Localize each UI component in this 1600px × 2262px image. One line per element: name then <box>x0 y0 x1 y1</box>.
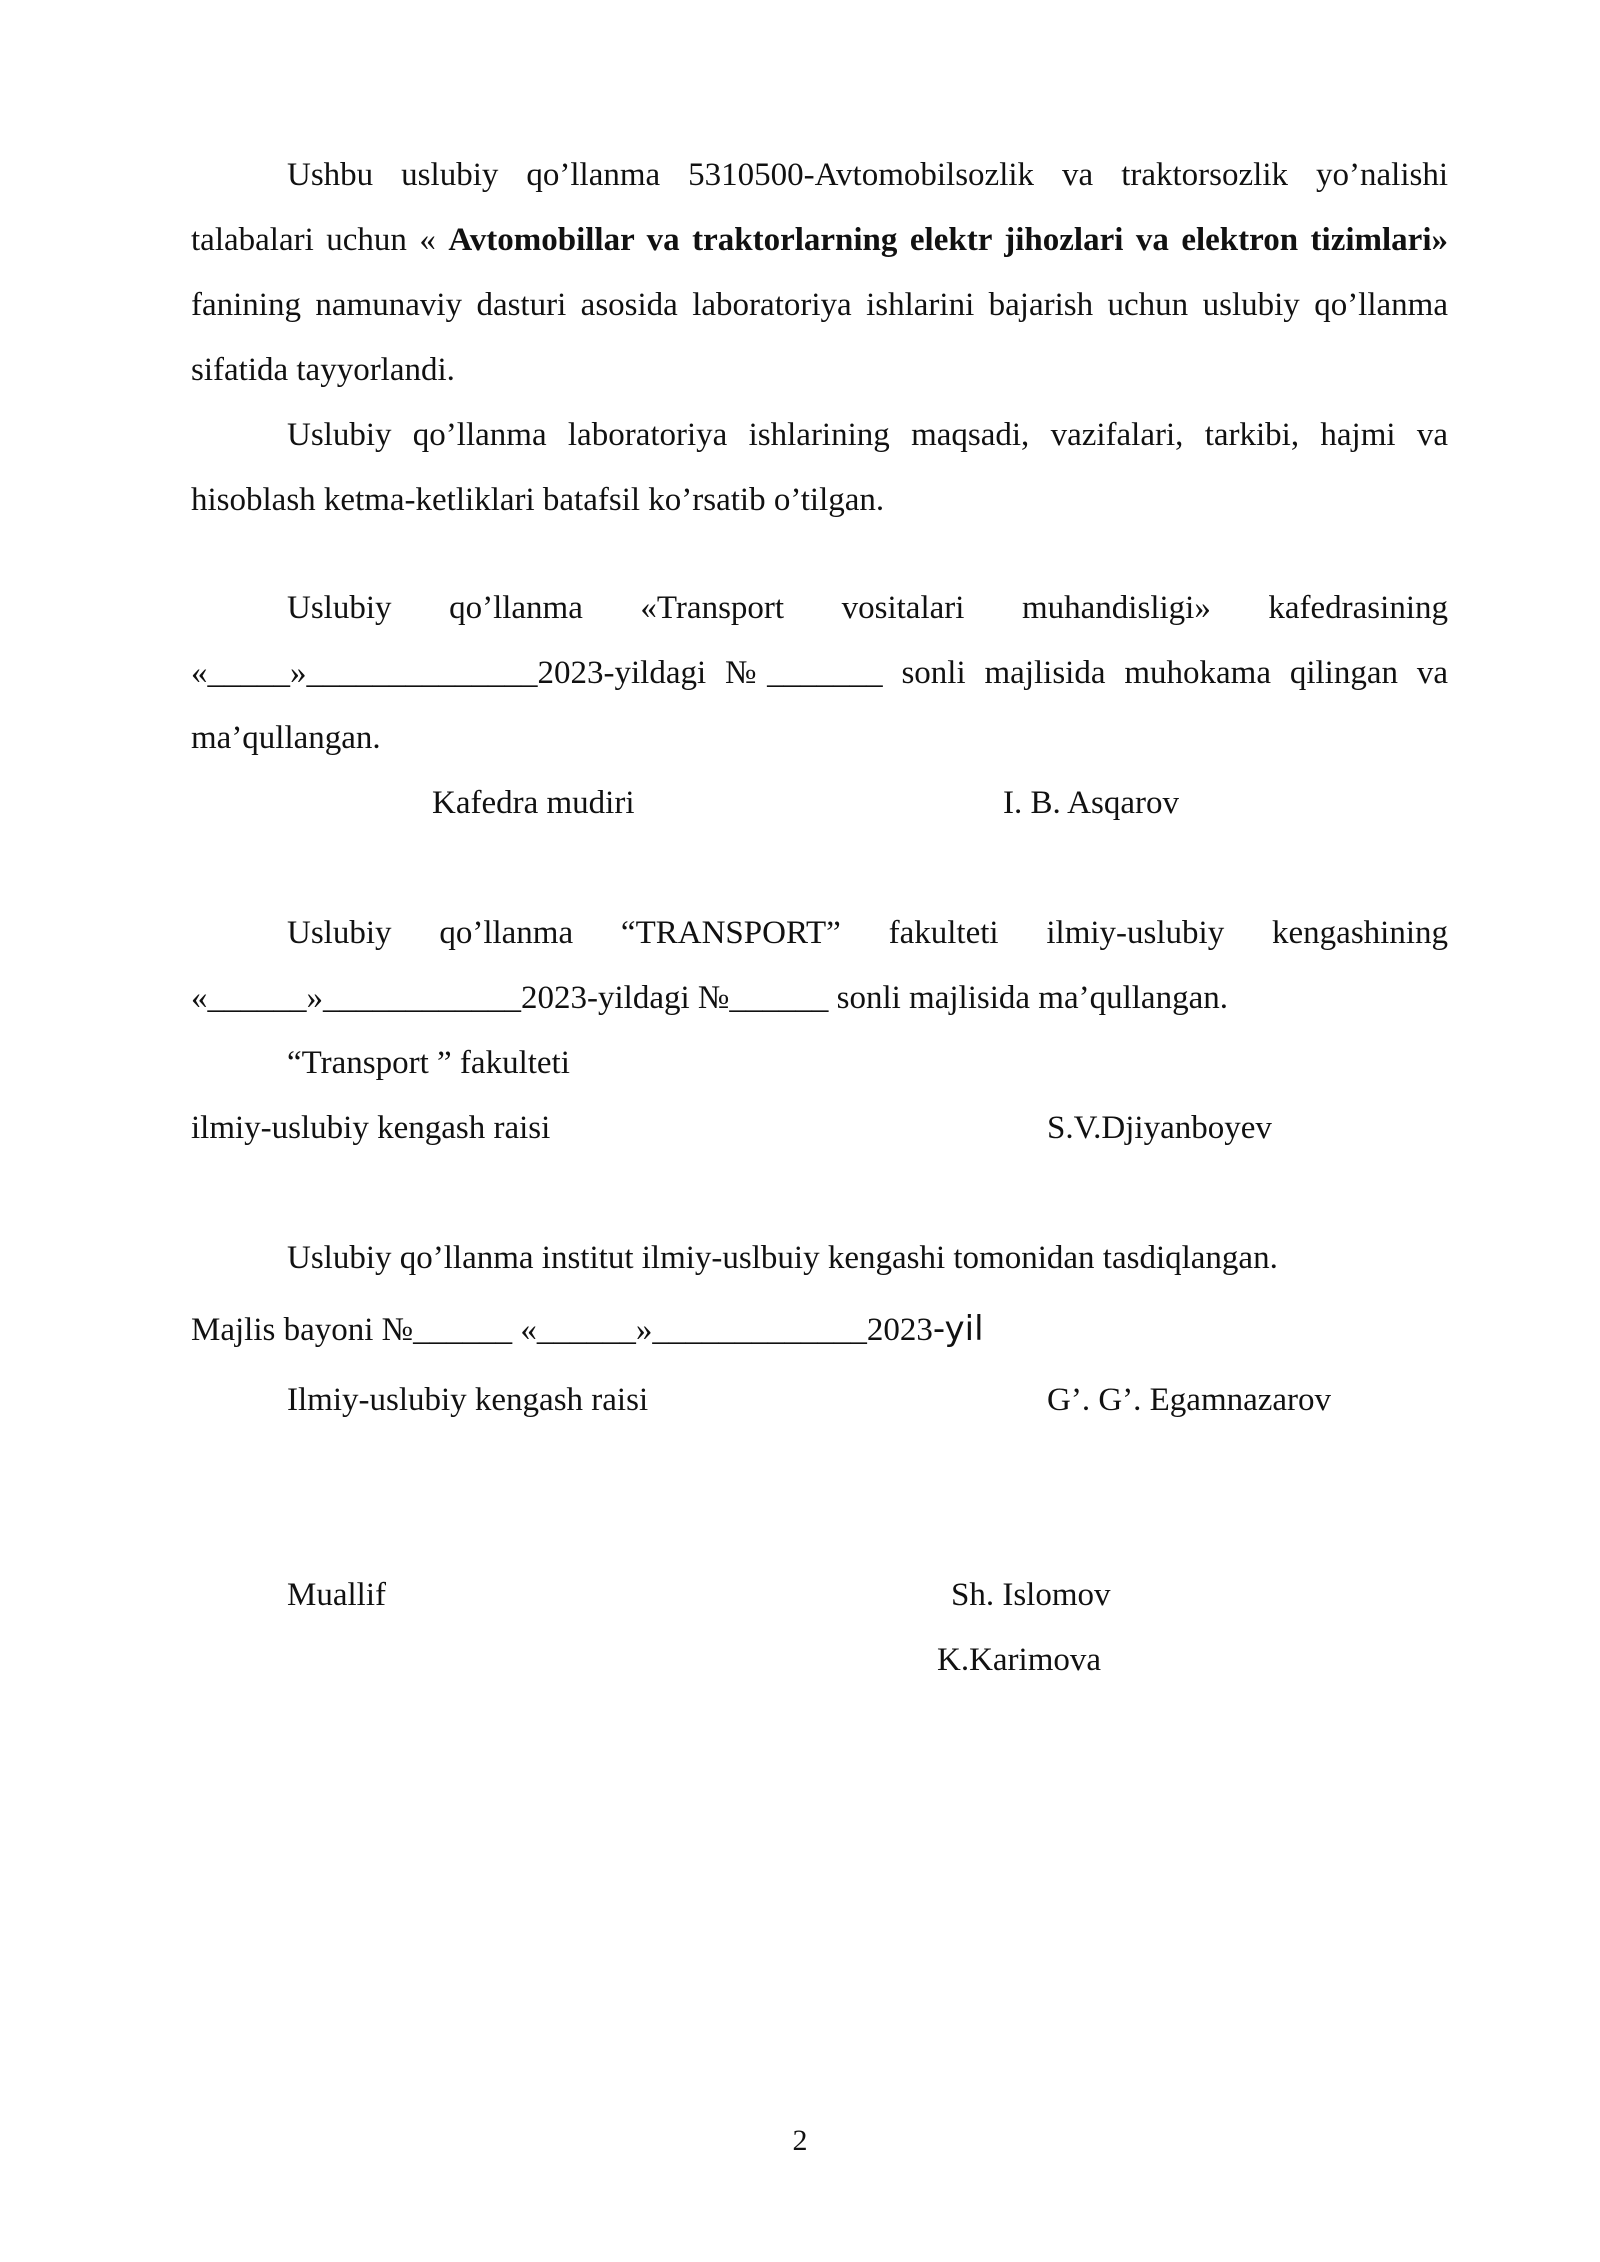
faculty-role-line-1: “Transport ” fakulteti <box>287 1045 570 1081</box>
institute-approval-text: Uslubiy qo’llanma institut ilmiy-uslbuiy kengashi tomonidan tasdiqlangan. <box>287 1240 1278 1276</box>
protocol-line-text: Majlis bayoni №______ «______»_____________2023 <box>191 1312 933 1348</box>
faculty-role-line-2: ilmiy-uslubiy kengash raisi <box>191 1110 551 1146</box>
intro-text-end: fanining namunaviy dasturi asosida laboratoriya ishlarini bajarish uchun uslubiy qo’llanma sifatida tayyorlandi. <box>191 287 1448 388</box>
institute-chair-role: Ilmiy-uslubiy kengash raisi <box>287 1382 649 1418</box>
department-head-role: Kafedra mudiri <box>432 785 635 821</box>
course-title: Avtomobillar va traktorlarning elektr jihozlari va elektron tizimlari» <box>448 222 1448 258</box>
department-approval-text: Uslubiy qo’llanma «Transport vositalari muhandisligi» kafedrasining «_____»______________2023-yildagi №_______ sonli majlisida muhokama qilingan va ma’qullangan. <box>191 590 1448 756</box>
faculty-approval <box>191 901 1448 1031</box>
department-head-name: I. B. Asqarov <box>1003 785 1179 821</box>
intro-section <box>191 143 1448 533</box>
department-approval <box>191 576 1448 771</box>
author-name-1: Sh. Islomov <box>951 1577 1111 1613</box>
institute-chair-name: G’. G’. Egamnazarov <box>1047 1382 1332 1418</box>
protocol-line <box>191 1297 984 1363</box>
intro-paragraph-2: Uslubiy qo’llanma laboratoriya ishlarining maqsadi, vazifalari, tarkibi, hajmi va hisoblash ketma-ketliklari batafsil ko’rsatib o’tilgan. <box>191 417 1448 518</box>
intro-paragraph-1 <box>191 143 1448 403</box>
institute-approval <box>191 1226 1448 1291</box>
faculty-chair-name: S.V.Djiyanboyev <box>1047 1110 1272 1146</box>
protocol-line-suffix: -yil <box>932 1309 984 1349</box>
page-number: 2 <box>792 2124 808 2157</box>
faculty-approval-text: Uslubiy qo’llanma “TRANSPORT” fakulteti ilmiy-uslubiy kengashining «______»____________2023-yildagi №______ sonli majlisida ma’qullangan. <box>191 915 1448 1016</box>
author-name-2: K.Karimova <box>937 1642 1102 1678</box>
intro-text-start: Ushbu uslubiy qo’llanma 5310500-Avtomobilsozlik va traktorsozlik yo’nalishi talabalari uchun « <box>191 157 1448 258</box>
author-label: Muallif <box>287 1577 386 1613</box>
